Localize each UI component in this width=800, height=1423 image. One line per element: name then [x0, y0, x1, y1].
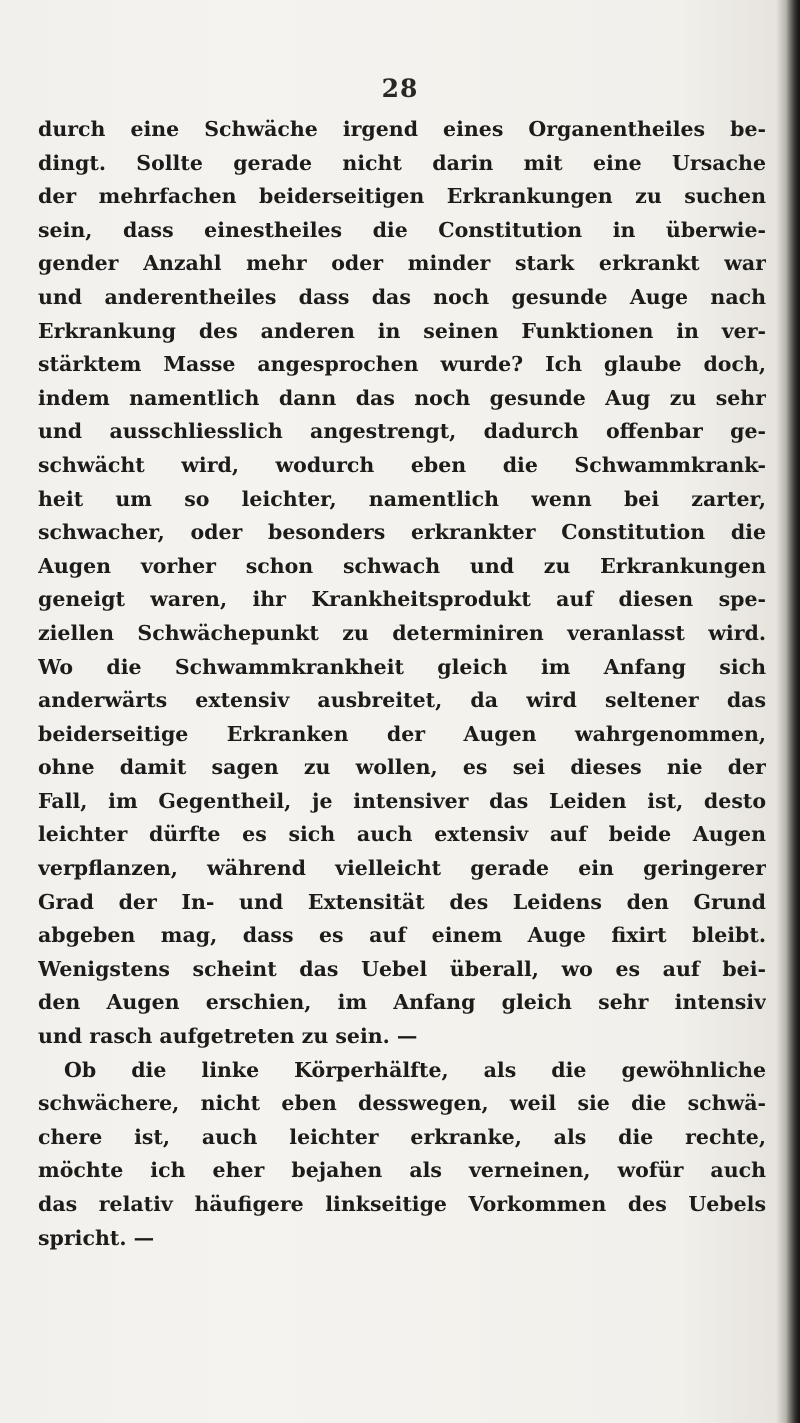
- page-number: 28: [381, 74, 419, 103]
- text-line: Ob die linke Körperhälfte, als die gewöhnliche: [64, 1057, 766, 1082]
- text-line: gender Anzahl mehr oder minder stark erkrankt war: [38, 251, 766, 276]
- text-line: verpflanzen, während vielleicht gerade ein geringerer: [38, 856, 766, 881]
- text-line: heit um so leichter, namentlich wenn bei zarter,: [38, 486, 766, 511]
- text-line: Grad der In- und Extensität des Leidens den Grund: [38, 889, 766, 914]
- text-line: möchte ich eher bejahen als verneinen, wofür auch: [38, 1158, 766, 1183]
- body-text: [38, 113, 766, 1255]
- text-line: beiderseitige Erkranken der Augen wahrgenommen,: [38, 721, 766, 746]
- text-line: anderwärts extensiv ausbreitet, da wird seltener das: [38, 688, 766, 713]
- text-line: schwacher, oder besonders erkrankter Constitution die: [38, 520, 766, 545]
- text-line: Wenigstens scheint das Uebel überall, wo es auf bei-: [38, 956, 766, 981]
- text-line: und rasch aufgetreten zu sein. —: [38, 1024, 418, 1049]
- text-line: leichter dürfte es sich auch extensiv auf beide Augen: [38, 822, 766, 847]
- text-line: ohne damit sagen zu wollen, es sei dieses nie der: [38, 755, 766, 780]
- text-line: den Augen erschien, im Anfang gleich sehr intensiv: [38, 990, 766, 1015]
- text-line: sein, dass einestheiles die Constitution in überwie-: [38, 217, 766, 242]
- text-line: abgeben mag, dass es auf einem Auge fixirt bleibt.: [38, 923, 766, 948]
- text-line: der mehrfachen beiderseitigen Erkrankungen zu suchen: [38, 184, 766, 209]
- text-line: das relativ häufigere linkseitige Vorkommen des Uebels: [38, 1192, 766, 1216]
- text-line: schwächt wird, wodurch eben die Schwammkrank-: [38, 452, 766, 477]
- text-line: chere ist, auch leichter erkranke, als die rechte,: [38, 1124, 766, 1149]
- text-line: Erkrankung des anderen in seinen Funktionen in ver-: [38, 318, 766, 343]
- text-line: Fall, im Gegentheil, je intensiver das Leiden ist, desto: [38, 788, 766, 813]
- text-line: indem namentlich dann das noch gesunde Aug zu sehr: [38, 385, 766, 410]
- text-line: Wo die Schwammkrankheit gleich im Anfang sich: [38, 654, 766, 679]
- text-line: ziellen Schwächepunkt zu determiniren veranlasst wird.: [38, 620, 766, 645]
- text-line: durch eine Schwäche irgend eines Organentheiles be-: [38, 117, 766, 141]
- text-line: stärktem Masse angesprochen wurde? Ich glaube doch,: [38, 352, 766, 377]
- text-line: spricht. —: [38, 1225, 155, 1250]
- text-line: geneigt waren, ihr Krankheitsprodukt auf diesen spe-: [38, 587, 766, 612]
- text-line: Augen vorher schon schwach und zu Erkrankungen: [38, 553, 766, 578]
- text-line: und ausschliesslich angestrengt, dadurch offenbar ge-: [38, 419, 766, 444]
- text-line: dingt. Sollte gerade nicht darin mit eine Ursache: [38, 150, 766, 175]
- page-edge-shadow: [786, 0, 800, 1423]
- text-line: schwächere, nicht eben desswegen, weil sie die schwä-: [38, 1091, 766, 1116]
- text-line: und anderentheiles dass das noch gesunde Auge nach: [38, 284, 766, 309]
